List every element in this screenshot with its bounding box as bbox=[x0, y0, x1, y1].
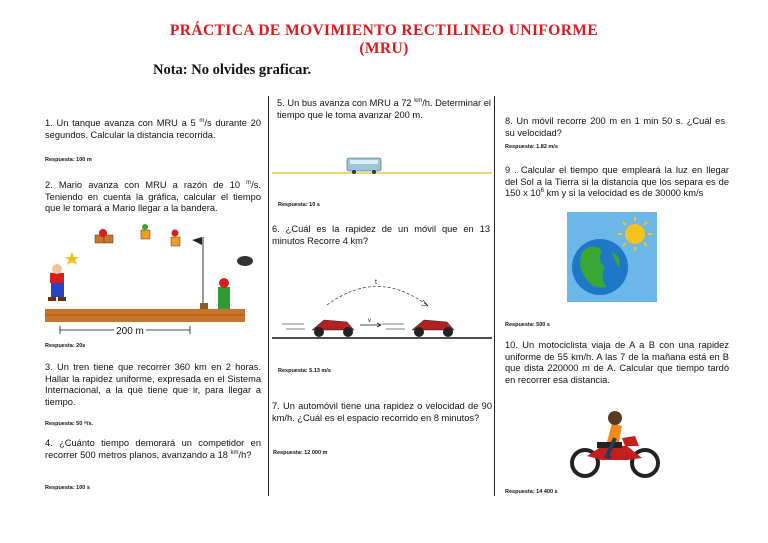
answer-5: Respuesta: 10 s bbox=[278, 202, 320, 208]
problem-9: 9 . Calcular el tiempo que empleará la luz en llegar del Sol a la Tierra si la distancia que los separa es de 150 x $10^6$ km y si la velocidad es de 30000 km/s bbox=[505, 165, 729, 199]
answer-8: Respuesta: 1.82 m/s bbox=[505, 144, 558, 150]
motorcycle-image bbox=[567, 408, 662, 480]
answer-1: Respuesta: 100 m bbox=[45, 157, 92, 163]
column-divider-1 bbox=[268, 96, 269, 496]
problem-5: 5. Un bus avanza con MRU a 72 $^{km}$/h. Determinar el tiempo que le toma avanzar 200 m. bbox=[277, 97, 491, 120]
cars-motion-diagram bbox=[272, 280, 492, 350]
answer-3: Respuesta: 50 ᵐ/s. bbox=[45, 421, 94, 427]
problem-10: 10. Un motociclista viaja de A a B con una rapidez uniforme de 55 km/h. A las 7 de la mañana está en B que dista 220000 m de A. Calcular que tiempo tardó en recorrer esa distancia. bbox=[505, 340, 729, 385]
sun-earth-image bbox=[567, 212, 657, 302]
problem-6: 6. ¿Cuál es la rapidez de un móvil que en 13 minutos Recorre 4 km? bbox=[272, 224, 490, 246]
distance-label: 200 m bbox=[116, 326, 144, 337]
page-subtitle: (MRU) bbox=[359, 40, 409, 57]
answer-10: Respuesta: 14 400 s bbox=[505, 489, 558, 495]
answer-2: Respuesta: 20s bbox=[45, 343, 86, 349]
problem-4: 4. ¿Cuánto tiempo demorará un competidor en recorrer 500 metros planos, avanzando a 18 $^{km}$/h? bbox=[45, 438, 261, 460]
note: Nota: No olvides graficar. bbox=[153, 62, 312, 78]
column-divider-2 bbox=[494, 96, 495, 496]
problem-8: 8. Un móvil recorre 200 m en 1 min 50 s. ¿Cuál es su velocidad? bbox=[505, 116, 725, 138]
answer-6: Respuesta: 5.13 m/s bbox=[278, 368, 331, 374]
velocity-label: v bbox=[368, 318, 371, 324]
problem-2: 2. Mario avanza con MRU a razón de 10 $^m$/s. Teniendo en cuenta la gráfica, calcular el tiempo que le tomará a Mario llegar a la bandera. bbox=[45, 179, 261, 214]
problem-7: 7. Un automóvil tiene una rapidez o velocidad de 90 km/h. ¿Cuál es el espacio recorrido en 8 minutos? bbox=[272, 401, 492, 423]
time-label: t bbox=[375, 279, 377, 286]
answer-7: Respuesta: 12 000 m bbox=[273, 450, 328, 456]
problem-3: 3. Un tren tiene que recorrer 360 km en 2 horas. Hallar la rapidez uniforme, expresada en el Sistema Internacional, a la que tiene que ir, para llegar a tiempo. bbox=[45, 362, 261, 407]
mario-scene bbox=[40, 225, 266, 340]
bus-illustration bbox=[272, 155, 492, 185]
problem-1: 1. Un tanque avanza con MRU a 5 $^m$/s durante 20 segundos. Calcular la distancia recorrida. bbox=[45, 117, 261, 140]
page-title: PRÁCTICA DE MOVIMIENTO RECTILINEO UNIFORME bbox=[169, 22, 599, 39]
answer-4: Respuesta: 100 s bbox=[45, 485, 90, 491]
answer-9: Respuesta: 500 s bbox=[505, 322, 550, 328]
